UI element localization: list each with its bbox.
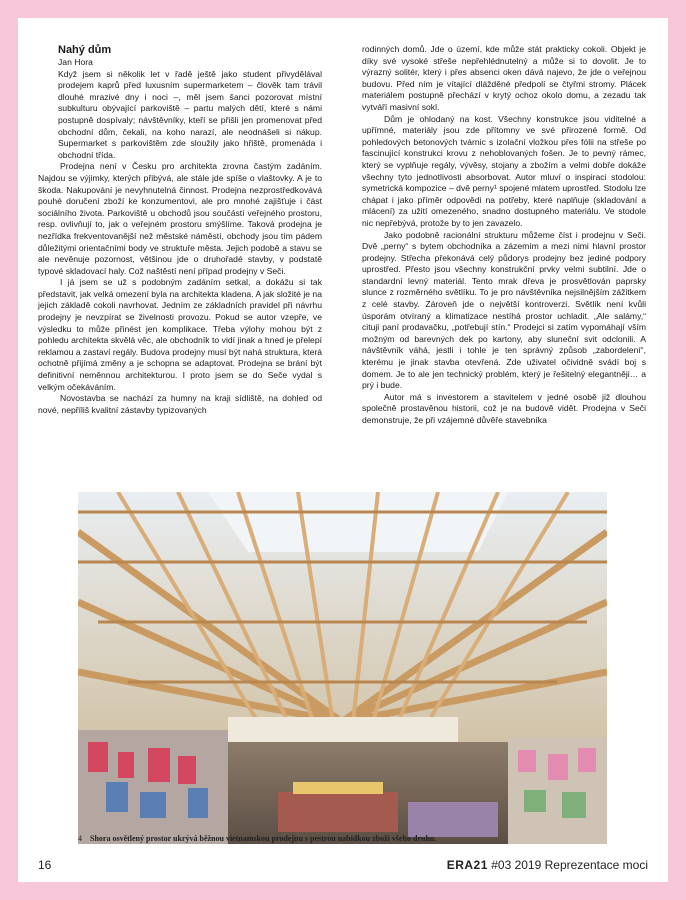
magazine-issue: #03 2019 Reprezentace moci xyxy=(487,858,648,872)
article-column-left xyxy=(38,44,322,488)
paragraph: Když jsem si několik let v řadě ještě jako student přivydělával prodejem kaprů před luxusním supermarketem – člověk tam trávil dlouhé mrazivé dny i noci –, měl jsem šanci pozorovat místní subkulturu obývající parkoviště – partu malých dětí, které s námi postupně dospívaly; návštěvníky, kteří se přišli jen promenovat před obchodní dům, čekali, na koho narazí, ale neodnášeli si nákup. Supermarket s parkovištěm zde sloužily jako hřiště, promenáda i obchodní třída. xyxy=(58,68,322,160)
timber-roof-store-illustration xyxy=(78,492,607,844)
interior-photo xyxy=(78,492,607,844)
article-title: Nahý dům xyxy=(58,44,112,56)
article-columns xyxy=(38,44,646,488)
paragraph: Novostavba se nachází za humny na kraji sídliště, na dohled od nové, nepříliš kvalitní zástavby typizovaných xyxy=(38,393,322,415)
magazine-brand: ERA21 xyxy=(446,858,488,872)
paragraph: Prodejna není v Česku pro architekta zrovna častým zadáním. Najdou se výjimky, kterých přibývá, ale stále jde spíše o vlaštovky. A je to škoda. Nakupování je nevyhnutelná činnost. Prodejna nezprostředkovává pouhé doručení zboží ke konzumentovi, ale pro mnohé zajišťuje i část sociálního života. Parkoviště u obchodů jsou součástí veřejného prostoru, resp. ovlivňují to, jak o veřejném prostoru smýšlíme. Taková prodejna je nezřídka frekventovanější než městské náměstí, obchody jsou tím pádem důležitými orientačními body ve struktuře města. Jejich podobě a stavu se ale nevěnuje pozornost, většinou jde o druhořadé stavby, v podstatě typové skladovací haly. Což naštěstí není případ prodejny v Seči. xyxy=(38,161,322,276)
article-column-right xyxy=(362,44,646,488)
photo-number: 4 xyxy=(78,834,82,843)
photo-caption xyxy=(78,834,638,844)
magazine-footer xyxy=(447,858,648,872)
paragraph: rodinných domů. Jde o území, kde může stát prakticky cokoli. Objekt je díky své vysoké střeše nepřehlédnutelný a může si to dovolit. Je to výrazný solitér, který i přes absenci oken dává najevo, že jde o veřejnou budovu. Před ním je vítající dlážděné předpolí se čtyřmi stromy. Plácek materiálem postupně přechází v krytý ochoz okolo domu, a zezadu tak vytváří masivní sokl. xyxy=(362,44,646,112)
paragraph: Jako podobně racionální strukturu můžeme číst i prodejnu v Seči. Dvě „perny“ s bytem obchodníka a zázemím a mezi nimi hlavní prostor prodejny. Střecha překonává celý půdorys prodejny bez jediné podpory uprostřed. Přesto jsou všechny konstrukční prvky velmi subtilní. Jde o standardní levný materiál. Tento mrak dřeva je prosvětlován paprsky slunce z rozměrného světlíku. To je pro návštěvníka nejsilnějším zážitkem z celé stavby. Zároveň jde o největší kontroverzi. Světlík není kvůli úsporám otvíraný a klimatizace nestíhá prostor uchladit. „Ale salámy,“ cituji paní prodavačku, „potřebují stín.“ Prodejci si zatím vypomáhají vším možným od barevných dek po kartony, aby sluneční svit odclonili. A návštěvník váhá, jestli i tohle je ten správný způsob „zabordelení“, kterému je jinak stavba otevřená. Zde uživatel očividně svádí boj s domem. Je to ale jen technický problém, který je řešitelný elegantněji… a prý i bude. xyxy=(362,229,646,391)
paragraph: Dům je ohlodaný na kost. Všechny konstrukce jsou viditelné a upřímné, materiály jsou zde přítomny ve své přirozené formě. Od pohledových betonových tvárnic s izolační vložkou přes fólii na střeše po fascinující konstrukci krovu z nehoblovaných fošen. Je to pevný rámec, který se vyplňuje regály, vývěsy, stojany a zbožím a velmi dobře dokáže všechny tyto jednotlivosti absorbovat. Autor mluví o inspiraci stodolou: symetrická kompozice – dvě perny¹ spojené mlatem uprostřed. Stodolu lze chápat i jako příměr odpovědi na potřeby, které naplňuje (skladování a mlácení) za užití omezeného, snadno dostupného materiálu. Ve stodole nic nepřebývá, protože by to jen zavazelo. xyxy=(362,113,646,228)
article-author: Jan Hora xyxy=(58,57,93,67)
magazine-page xyxy=(18,18,668,882)
photo-caption-text: Shora osvětlený prostor ukrývá běžnou vietnamskou prodejnu s pestrou nabídkou zboží všeho druhu. xyxy=(90,834,437,843)
paragraph: Autor má s investorem a stavitelem v jedné osobě již dlouhou společně prostavěnou historii, což je na budově vidět. Prodejna v Seči demonstruje, že při vzájemné důvěře stavebníka xyxy=(362,391,646,425)
page-number: 16 xyxy=(38,858,52,872)
paragraph: I já jsem se už s podobným zadáním setkal, a dokážu si tak představit, jak velká omezení byla na architekta kladena. A jak složité je na jejich základě cokoli navrhovat. Jedním ze základních pravidel při návrhu prodejny je nevzpírat se živelnosti provozu. Pokud se autor vzepře, ve výsledku to může přinést jen komplikace. Třeba výlohy mohou být z pohledu architekta skvělá věc, ale obchodník to vidí jinak a hned je přelepí reklamou a zastaví regály. Budova prodejny musí být nahá struktura, která ochotně přijímá změny a je schopna se adaptovat. Prodejna se brání být definitivní neměnnou architekturou. I proto jsem se do Seče vydal s velkým očekáváním. xyxy=(38,277,322,392)
